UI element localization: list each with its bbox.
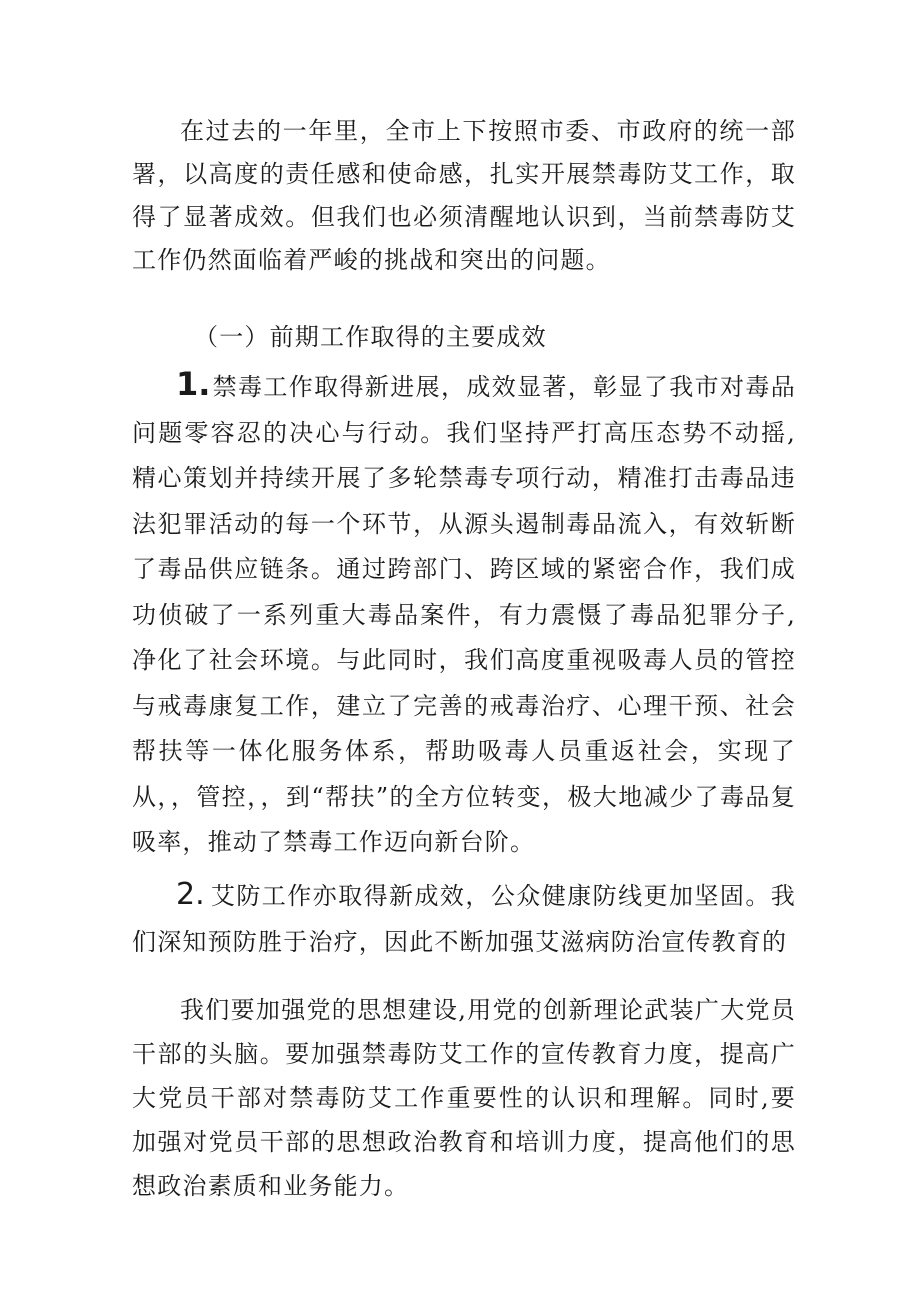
closing-paragraph: 我们要加强党的思想建设,用党的创新理论武装广大党员干部的头脑。要加强禁毒防艾工作的宣传教育力度，提高广大党员干部对禁毒防艾工作重要性的认识和理解。同时,要加强对党员干部的思想政治教育和培训力度，提高他们的思想政治素质和业务能力。 [132,996,796,1200]
section-heading: （一）前期工作取得的主要成效 [194,323,547,351]
list-item-text: 艾防工作亦取得新成效，公众健康防线更加坚固。我们深知预防胜于治疗，因此不断加强艾滋病防治宣传教育的 [132,882,796,956]
list-item-number: 2. [176,877,205,912]
intro-paragraph: 在过去的一年里，全市上下按照市委、市政府的统一部署，以高度的责任感和使命感，扎实开展禁毒防艾工作，取得了显著成效。但我们也必须清醒地认识到，当前禁毒防艾工作仍然面临着严峻的挑战和突出的问题。 [132,117,796,274]
list-item-text: 禁毒工作取得新进展，成效显著，彰显了我市对毒品问题零容忍的决心与行动。我们坚持严打高压态势不动摇,精心策划并持续开展了多轮禁毒专项行动，精准打击毒品违法犯罪活动的每一个环节，从源头遏制毒品流入，有效斩断了毒品供应链条。通过跨部门、跨区域的紧密合作，我们成功侦破了一系列重大毒品案件，有力震慑了毒品犯罪分子,净化了社会环境。与此同时，我们高度重视吸毒人员的管控与戒毒康复工作，建立了完善的戒毒治疗、心理干预、社会帮扶等一体化服务体系，帮助吸毒人员重返社会，实现了从，，管控，，到“帮扶”的全方位转变，极大地减少了毒品复吸率，推动了禁毒工作迈向新台阶。 [132,373,796,856]
list-item-number: 1. [176,365,211,403]
list-item-2 [132,872,796,965]
list-item-1 [132,362,796,866]
